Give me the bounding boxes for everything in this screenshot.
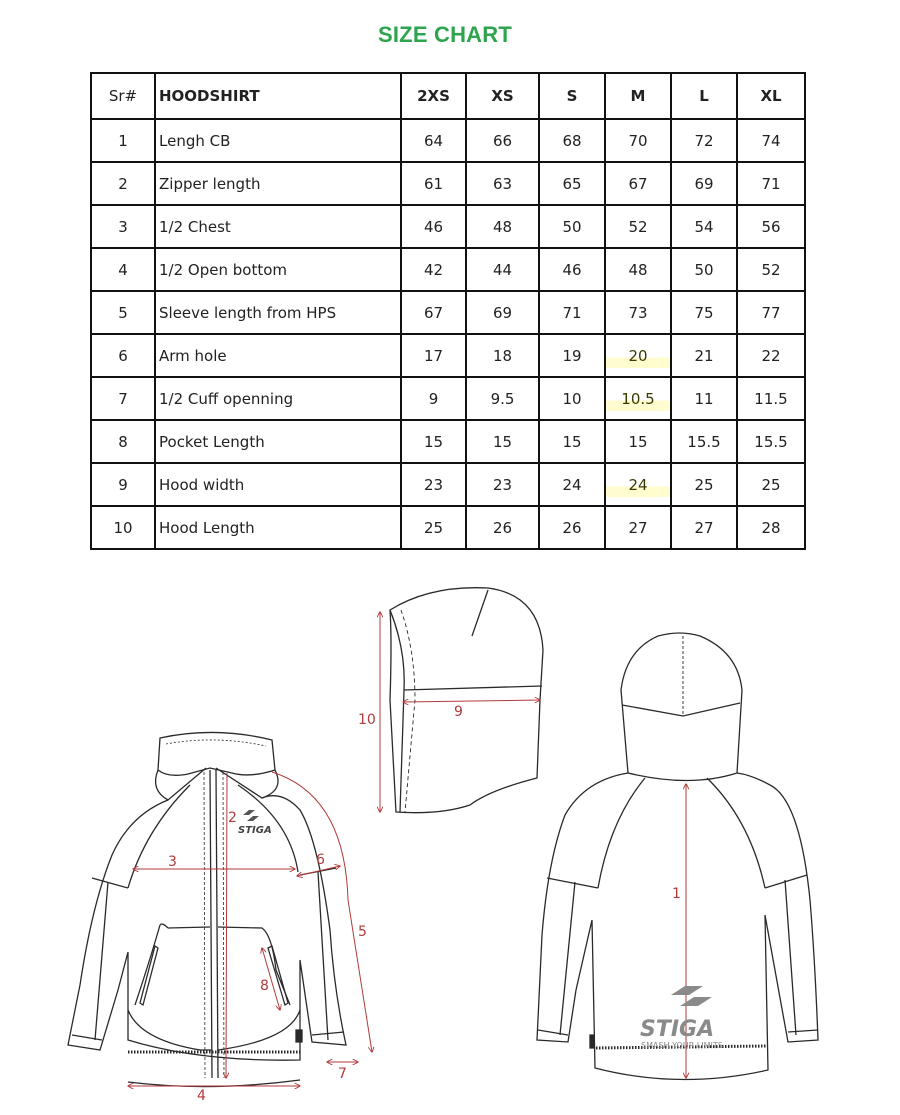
row-sr: 7 [91,377,155,420]
measure-label-9: 9 [454,704,463,720]
cell-size-xl: 28 [737,506,805,549]
row-sr: 3 [91,205,155,248]
cell-size-2xs: 15 [401,420,466,463]
back-logo-tagline: SMASH YOUR LIMITS [641,1041,723,1050]
cell-size-l: 11 [671,377,737,420]
front-view-drawing [68,732,346,1086]
stiga-back-logo [640,986,723,1050]
cell-size-s: 15 [539,420,605,463]
cell-size-xl: 77 [737,291,805,334]
cell-size-m: 20 [605,334,671,377]
back-logo-text: STIGA [640,1017,715,1042]
measure-label-7: 7 [338,1066,347,1082]
cell-size-xs: 63 [466,162,539,205]
measure-label-2: 2 [228,810,237,826]
cell-size-xl: 56 [737,205,805,248]
row-sr: 2 [91,162,155,205]
measure-label-6: 6 [316,852,325,868]
header-size-xl: XL [737,73,805,119]
row-measurement-name: Hood Length [155,506,401,549]
row-measurement-name: Arm hole [155,334,401,377]
cell-size-2xs: 23 [401,463,466,506]
cell-size-m: 10.5 [605,377,671,420]
cell-size-m: 15 [605,420,671,463]
cell-size-xl: 71 [737,162,805,205]
cell-size-l: 72 [671,119,737,162]
cell-size-m: 24 [605,463,671,506]
cell-size-xl: 22 [737,334,805,377]
cell-size-xs: 9.5 [466,377,539,420]
cell-size-s: 65 [539,162,605,205]
cell-size-xs: 48 [466,205,539,248]
row-measurement-name: Zipper length [155,162,401,205]
cell-size-xl: 15.5 [737,420,805,463]
stiga-chest-logo [238,810,272,836]
header-size-l: L [671,73,737,119]
row-measurement-name: 1/2 Chest [155,205,401,248]
cell-size-2xs: 42 [401,248,466,291]
cell-size-l: 21 [671,334,737,377]
row-measurement-name: 1/2 Open bottom [155,248,401,291]
header-size-xs: XS [466,73,539,119]
measure-label-1: 1 [672,886,681,902]
cell-size-xl: 11.5 [737,377,805,420]
cell-size-m: 70 [605,119,671,162]
measure-label-5: 5 [358,924,367,940]
cell-size-xs: 23 [466,463,539,506]
cell-size-xs: 66 [466,119,539,162]
cell-size-s: 68 [539,119,605,162]
row-sr: 9 [91,463,155,506]
cell-size-xl: 52 [737,248,805,291]
header-garment: HOODSHIRT [155,73,401,119]
cell-size-m: 48 [605,248,671,291]
cell-size-xs: 26 [466,506,539,549]
row-measurement-name: Sleeve length from HPS [155,291,401,334]
cell-size-2xs: 25 [401,506,466,549]
cell-size-xs: 69 [466,291,539,334]
header-sr: Sr# [91,73,155,119]
cell-size-2xs: 17 [401,334,466,377]
header-size-m: M [605,73,671,119]
cell-size-2xs: 61 [401,162,466,205]
row-sr: 8 [91,420,155,463]
cell-size-xl: 74 [737,119,805,162]
cell-size-2xs: 64 [401,119,466,162]
cell-size-l: 75 [671,291,737,334]
cell-size-l: 50 [671,248,737,291]
cell-size-s: 46 [539,248,605,291]
cell-size-l: 15.5 [671,420,737,463]
back-view-drawing [537,633,818,1080]
cell-size-m: 67 [605,162,671,205]
cell-size-m: 73 [605,291,671,334]
cell-size-xs: 44 [466,248,539,291]
measure-label-4: 4 [197,1088,206,1104]
cell-size-xl: 25 [737,463,805,506]
header-size-s: S [539,73,605,119]
row-measurement-name: 1/2 Cuff openning [155,377,401,420]
cell-size-l: 27 [671,506,737,549]
row-sr: 5 [91,291,155,334]
cell-size-s: 26 [539,506,605,549]
chest-logo-text: STIGA [238,825,272,836]
cell-size-l: 69 [671,162,737,205]
row-sr: 10 [91,506,155,549]
measure-label-8: 8 [260,978,269,994]
measure-label-10: 10 [358,712,376,728]
row-sr: 1 [91,119,155,162]
cell-size-m: 27 [605,506,671,549]
row-measurement-name: Hood width [155,463,401,506]
cell-size-s: 24 [539,463,605,506]
cell-size-s: 71 [539,291,605,334]
cell-size-2xs: 9 [401,377,466,420]
cell-size-l: 25 [671,463,737,506]
cell-size-s: 19 [539,334,605,377]
cell-size-s: 50 [539,205,605,248]
cell-size-xs: 15 [466,420,539,463]
page-title: SIZE CHART [378,22,512,47]
row-sr: 4 [91,248,155,291]
cell-size-s: 10 [539,377,605,420]
cell-size-2xs: 46 [401,205,466,248]
header-size-2xs: 2XS [401,73,466,119]
cell-size-m: 52 [605,205,671,248]
cell-size-xs: 18 [466,334,539,377]
cell-size-l: 54 [671,205,737,248]
row-measurement-name: Lengh CB [155,119,401,162]
row-sr: 6 [91,334,155,377]
measure-label-3: 3 [168,854,177,870]
row-measurement-name: Pocket Length [155,420,401,463]
cell-size-2xs: 67 [401,291,466,334]
